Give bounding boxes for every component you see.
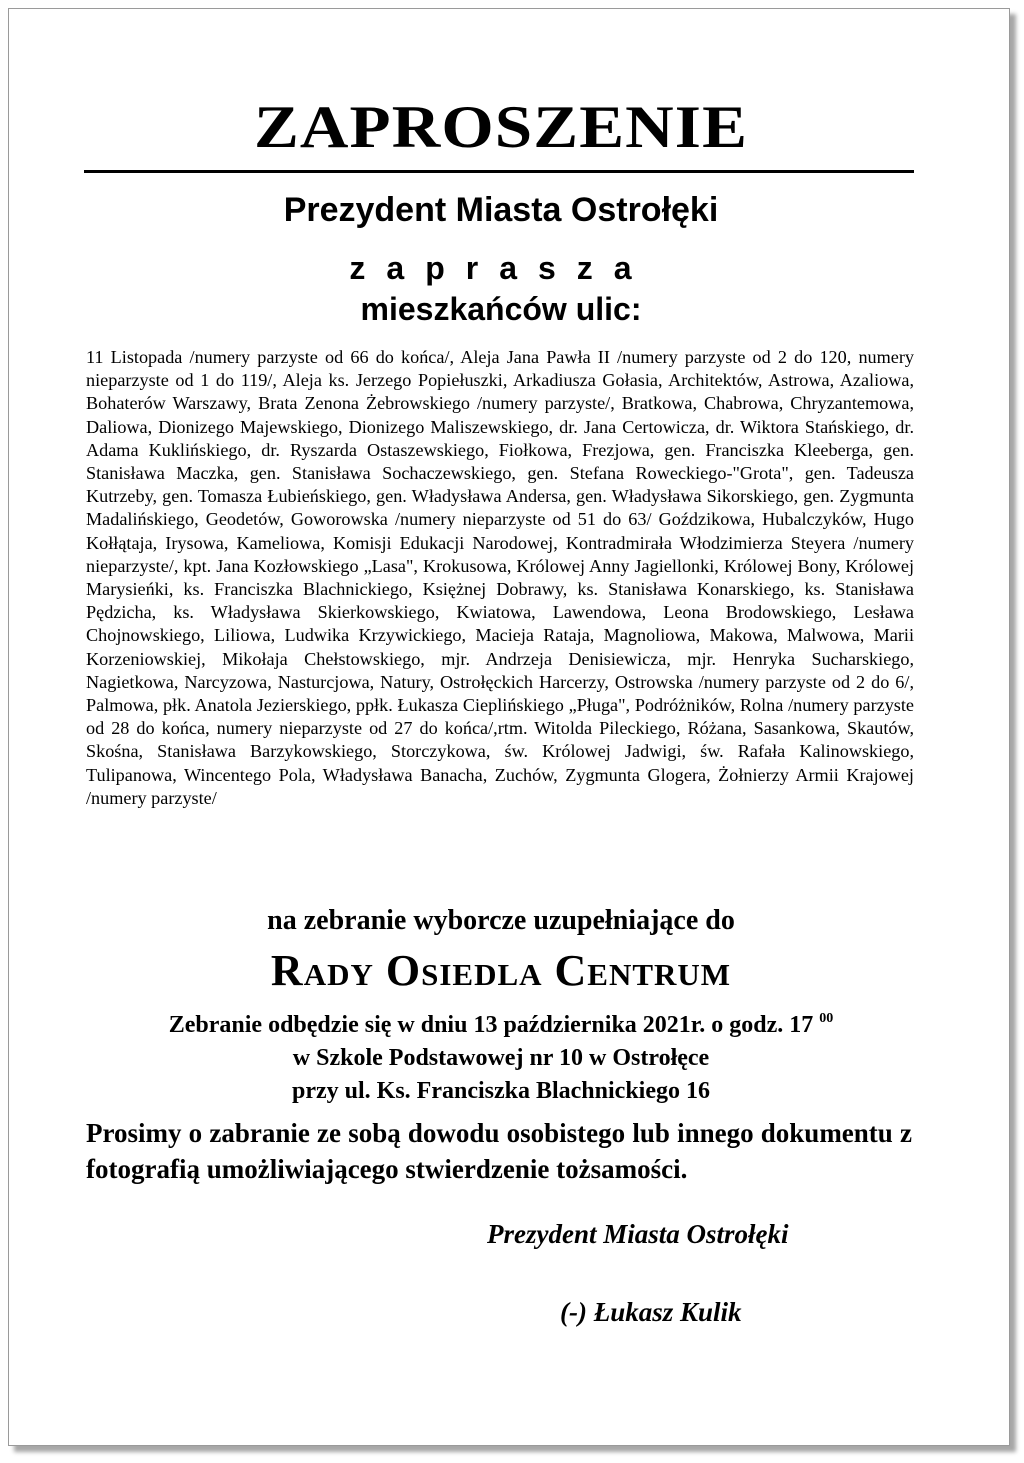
signature-name: (-) Łukasz Kulik <box>560 1297 742 1327</box>
meeting-date-text: Zebranie odbędzie się w dniu 13 października 2021r. o godz. 17 <box>168 1012 814 1038</box>
signature-title: Prezydent Miasta Ostrołęki <box>487 1219 789 1249</box>
id-request: Prosimy o zabranie ze sobą dowodu osobistego lub innego dokumentu z fotografią umożliwiającego stwierdzenie tożsamości. <box>86 1118 912 1184</box>
meeting-venue-line: w Szkole Podstawowej nr 10 w Ostrołęce <box>292 1045 710 1071</box>
document-page <box>8 8 1010 1446</box>
addressees-line: mieszkańców ulic: <box>360 291 642 327</box>
issuer-line: Prezydent Miasta Ostrołęki <box>283 191 719 229</box>
meeting-time-minutes: 00 <box>819 1011 834 1026</box>
council-name: Rady Osiedla Centrum <box>270 946 732 995</box>
invites-line: zaprasza <box>349 250 653 286</box>
streets-list: 11 Listopada /numery parzyste od 66 do końca/, Aleja Jana Pawła II /numery parzyste od 2 do 120, numery nieparzyste od 1 do 119/, Aleja ks. Jerzego Popiełuszki, Arkadiusza Gołasia, Architektów, Astrowa, Azaliowa, Bohaterów Warszawy, Brata Zenona Żebrowskiego /numery parzyste/, Bratkowa, Chabrowa, Chryzantemowa, Daliowa, Dionizego Majewskiego, Dionizego Maliszewskiego, dr. Jana Certowicza, dr. Wiktora Stańskiego, dr. Adama Kuklińskiego, dr. Ryszarda Ostaszewskiego, Fiołkowa, Frezjowa, gen. Franciszka Kleeberga, gen. Stanisława Maczka, gen. Stanisława Sochaczewskiego, gen. Stefana Roweckiego-"Grota", gen. Tadeusza Kutrzeby, gen. Tomasza Łubieńskiego, gen. Władysława Andersa, gen. Władysława Sikorskiego, gen. Zygmunta Madalińskiego, Geodetów, Goworowska /numery nieparzyste od 51 do 63/ Goździkowa, Hubalczyków, Hugo Kołłątaja, Irysowa, Kameliowa, Komisji Edukacji Narodowej, Kontradmirała Włodzimierza Steyera /numery nieparzyste/, kpt. Jana Kozłowskiego „Lasa", Krokusowa, Królowej Anny Jagiellonki, Królowej Bony, Królowej Marysieńki, ks. Franciszka Blachnickiego, Księżnej Dobrawy, ks. Stanisława Konarskiego, ks. Stanisława Pędzicha, ks. Władysława Skierkowskiego, Kwiatowa, Lawendowa, Leona Brodowskiego, Lesława Chojnowskiego, Liliowa, Ludwika Krzywickiego, Macieja Rataja, Magnoliowa, Makowa, Malwowa, Marii Korzeniowskiej, Mikołaja Chełstowskiego, mjr. Andrzeja Denisiewicza, mjr. Henryka Sucharskiego, Nagietkowa, Narcyzowa, Nasturcjowa, Natury, Ostrołęckich Harcerzy, Ostrowska /numery parzyste od 2 do 6/, Palmowa, płk. Anatola Jezierskiego, ppłk. Łukasza Cieplińskiego „Pługa", Podróżników, Rolna /numery parzyste od 28 do końca, numery nieparzyste od 27 do końca/,rtm. Witolda Pileckiego, Różana, Sasankowa, Skautów, Skośna, Stanisława Barzykowskiego, Storczykowa, św. Królowej Jadwigi, św. Rafała Kalinowskiego, Tulipanowa, Wincentego Pola, Władysława Banacha, Zuchów, Zygmunta Glogera, Żołnierzy Armii Krajowej /numery parzyste/ <box>86 347 914 808</box>
meeting-address-line: przy ul. Ks. Franciszka Blachnickiego 16 <box>291 1078 710 1104</box>
meeting-date-line <box>9 1002 993 1042</box>
title-divider <box>84 170 914 173</box>
meeting-details <box>9 1002 993 1108</box>
document-title: ZAPROSZENIE <box>253 94 749 160</box>
meeting-line: na zebranie wyborcze uzupełniające do <box>267 905 735 936</box>
